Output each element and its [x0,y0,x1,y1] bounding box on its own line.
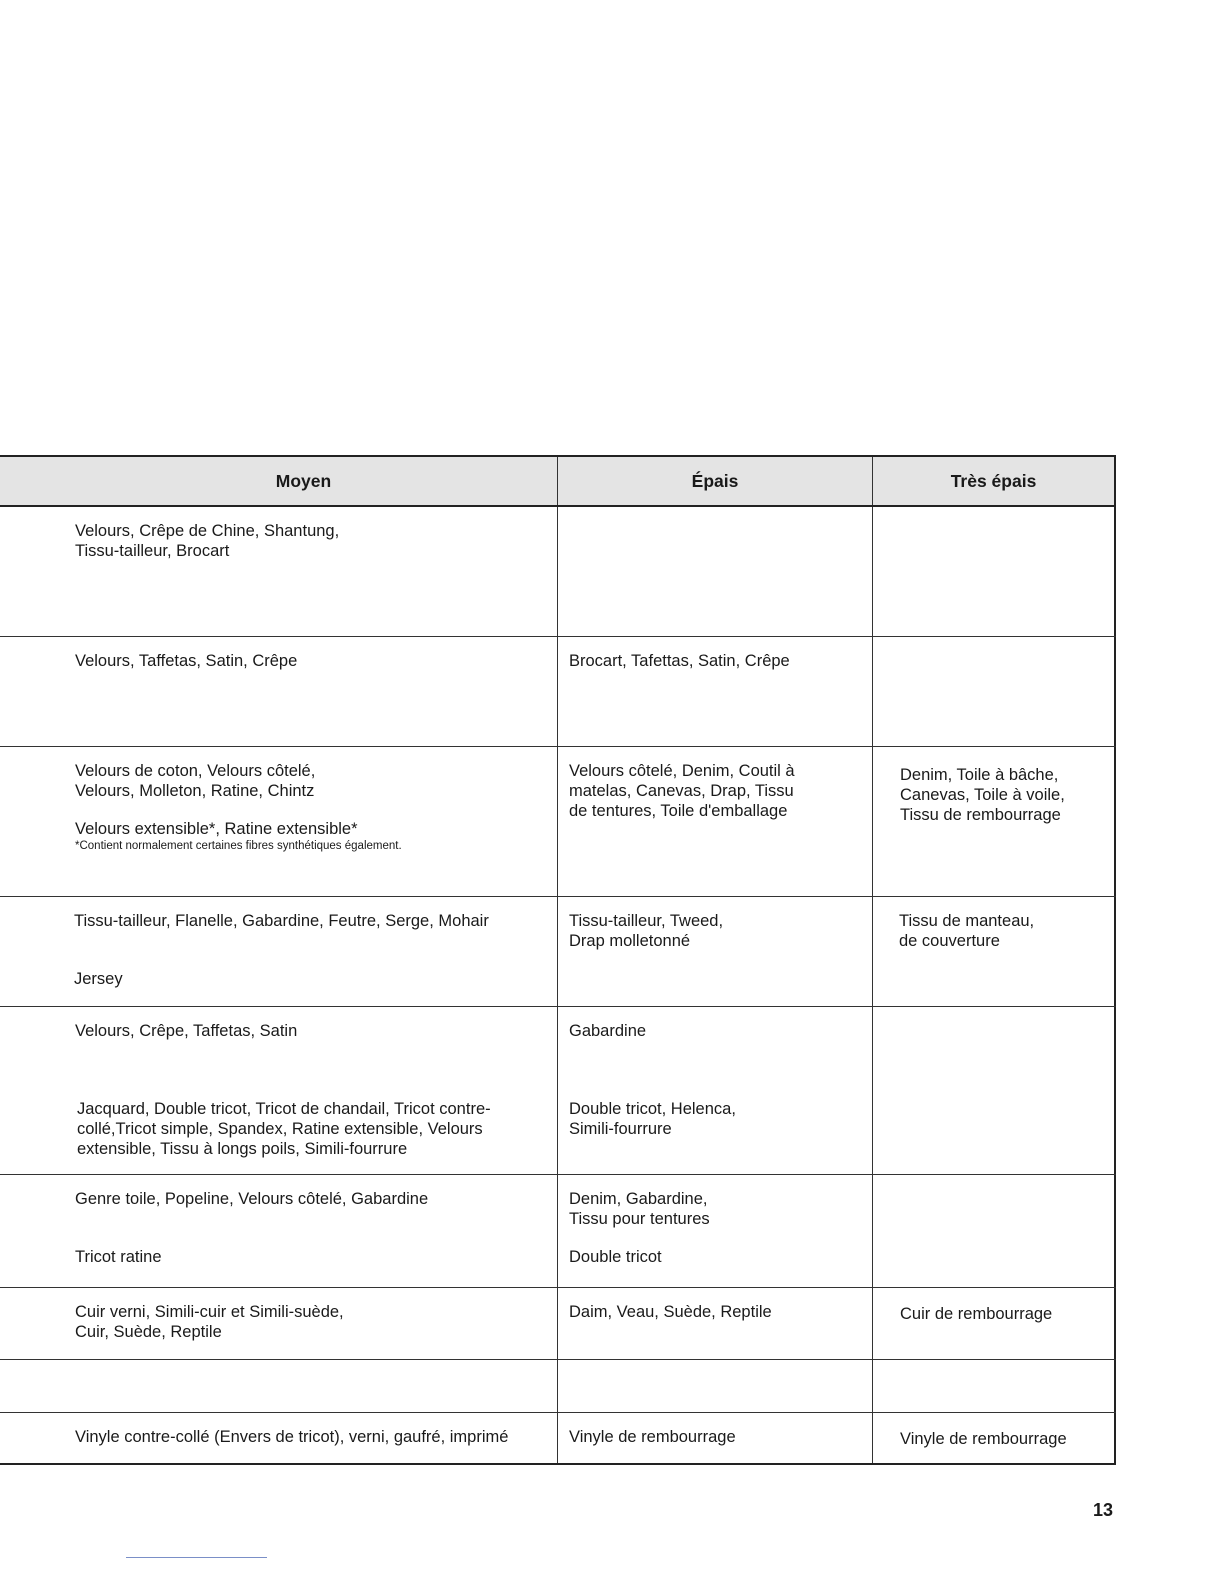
cell-epais [557,1413,872,1463]
cell-text: de tentures, Toile d'emballage [569,802,788,820]
cell-moyen [0,1288,557,1359]
table-header-row [0,457,1116,507]
cell-text: Daim, Veau, Suède, Reptile [569,1303,772,1321]
cell-epais [557,637,872,746]
cell-text: Tissu de manteau, [899,912,1035,930]
cell-tres-epais [872,1007,1116,1174]
cell-text: collé,Tricot simple, Spandex, Ratine extensible, Velours [77,1120,483,1138]
cell-epais [557,1360,872,1412]
cell-text: Canevas, Toile à voile, [900,786,1065,804]
cell-text: Jersey [74,970,123,988]
cell-epais [557,507,872,636]
table-row [0,507,1116,637]
cell-text: Tissu-tailleur, Flanelle, Gabardine, Feutre, Serge, Mohair [74,912,489,930]
column-header-tres-epais: Très épais [872,457,1116,505]
cell-text: de couverture [899,932,1000,950]
table-row [0,1175,1116,1288]
cell-text: Cuir verni, Simili-cuir et Simili-suède, [75,1303,344,1321]
cell-moyen [0,637,557,746]
cell-tres-epais [872,747,1116,896]
cell-text: Vinyle contre-collé (Envers de tricot), verni, gaufré, imprimé [75,1428,509,1446]
cell-text: Tissu-tailleur, Brocart [75,542,230,560]
table-row [0,1360,1116,1413]
cell-epais [557,1007,872,1174]
page-number: 13 [1093,1500,1114,1520]
column-header-epais: Épais [557,457,872,505]
cell-tres-epais [872,1413,1116,1463]
cell-epais [557,747,872,896]
cell-tres-epais [872,1175,1116,1287]
cell-epais [557,897,872,1006]
cell-text: Velours côtelé, Denim, Coutil à [569,762,795,780]
cell-tres-epais [872,1288,1116,1359]
cell-tres-epais [872,637,1116,746]
cell-text: Double tricot [569,1248,662,1266]
cell-moyen [0,1007,557,1174]
cell-text: Cuir de rembourrage [900,1305,1053,1323]
cell-text: Velours, Molleton, Ratine, Chintz [75,782,315,800]
cell-text: Gabardine [569,1022,647,1040]
table-row [0,1288,1116,1360]
cell-text: Drap molletonné [569,932,691,950]
cell-text: Genre toile, Popeline, Velours côtelé, Gabardine [75,1190,429,1208]
cell-moyen [0,897,557,1006]
cell-tres-epais [872,507,1116,636]
table-row [0,637,1116,747]
cell-text: matelas, Canevas, Drap, Tissu [569,782,794,800]
cell-text: Velours extensible*, Ratine extensible* [75,820,358,838]
fabric-weight-table [0,455,1116,1465]
cell-text: Jacquard, Double tricot, Tricot de chandail, Tricot contre- [77,1100,491,1118]
cell-text: Vinyle de rembourrage [569,1428,736,1446]
cell-tres-epais [872,897,1116,1006]
cell-text: Double tricot, Helenca, [569,1100,736,1118]
cell-moyen [0,1360,557,1412]
cell-text: Brocart, Tafettas, Satin, Crêpe [569,652,790,670]
cell-text: Simili-fourrure [569,1120,672,1138]
cell-text: Tissu-tailleur, Tweed, [569,912,724,930]
cell-epais [557,1175,872,1287]
cell-text: Cuir, Suède, Reptile [75,1323,222,1341]
cell-text: Denim, Toile à bâche, [900,766,1059,784]
table-row [0,1413,1116,1463]
column-header-moyen: Moyen [275,471,332,491]
cell-text: Vinyle de rembourrage [900,1430,1067,1448]
footnote: *Contient normalement certaines fibres synthétiques également. [75,840,402,852]
cell-tres-epais [872,1360,1116,1412]
table-row [0,1007,1116,1175]
decorative-rule [126,1557,267,1558]
cell-epais [557,1288,872,1359]
cell-text: Tissu pour tentures [569,1210,710,1228]
cell-text: Velours de coton, Velours côtelé, [75,762,316,780]
cell-moyen [0,1413,557,1463]
cell-moyen [0,1175,557,1287]
cell-text: extensible, Tissu à longs poils, Simili-fourrure [77,1140,408,1158]
cell-moyen [0,747,557,896]
cell-text: Velours, Crêpe, Taffetas, Satin [75,1022,298,1040]
cell-text: Tissu de rembourrage [900,806,1061,824]
table-row [0,897,1116,1007]
cell-text: Velours, Crêpe de Chine, Shantung, [75,522,340,540]
cell-text: Denim, Gabardine, [569,1190,708,1208]
cell-text: Tricot ratine [75,1248,162,1266]
cell-moyen [0,507,557,636]
cell-text: Velours, Taffetas, Satin, Crêpe [75,652,298,670]
table-row [0,747,1116,897]
